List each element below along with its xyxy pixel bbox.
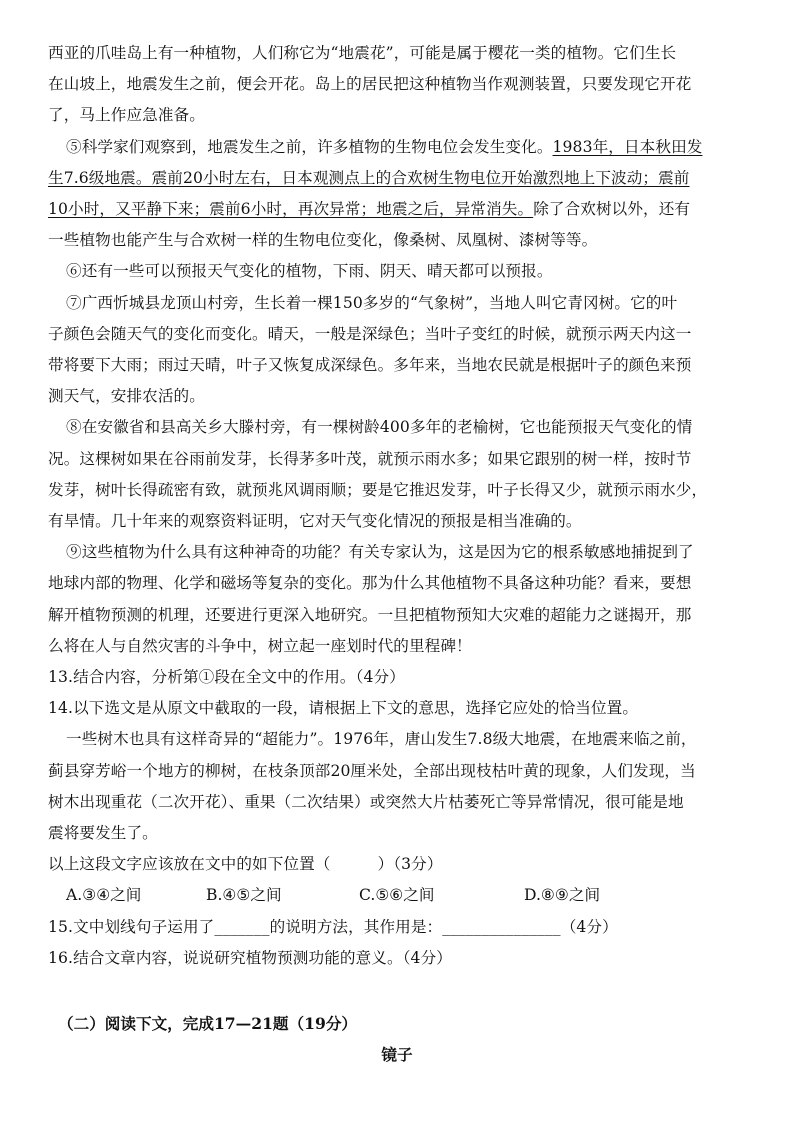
text-line: 发芽，树叶长得疏密有致，就预兆风调雨顺；要是它推迟发芽，叶子长得又少，就预示雨水少，: [48, 480, 708, 499]
text-line: 带将要下大雨；雨过天晴，叶子又恢复成深绿色。多年来，当地农民就是根据叶子的颜色来预: [48, 356, 692, 375]
underlined-sentence: 10小时，又平静下来；震前6小时，再次异常；地震之后，异常消失。: [48, 200, 534, 219]
underlined-sentence: 1983年，日本秋田发: [552, 137, 703, 156]
option-a[interactable]: A.③④之间: [66, 886, 142, 905]
question-16: 16.结合文章内容，说说研究植物预测功能的意义。（4分）: [48, 948, 452, 967]
text-line: 西亚的爪哇岛上有一种植物，人们称它为“地震花”，可能是属于樱花一类的植物。它们生长: [48, 44, 677, 62]
option-b[interactable]: B.④⑤之间: [206, 886, 282, 905]
excerpt-line: 蓟县穿芳峪一个地方的柳树，在枝条顶部20厘米处，全部出现枝枯叶黄的现象，人们发现，当: [48, 761, 696, 780]
section-heading: （二）阅读下文，完成17—21题（19分）: [58, 1014, 358, 1033]
text-line: ⑨这些植物为什么具有这种神奇的功能？有关专家认为，这是因为它的根系敏感地捕捉到了: [66, 543, 694, 562]
excerpt-line: 树木出现重花（二次开花）、重果（二次结果）或突然大片枯萎死亡等异常情况，很可能是地: [48, 792, 684, 811]
underlined-sentence: 生7.6级地震。震前20小时左右，日本观测点上的合欢树生物电位开始激烈地上下波动；震前: [48, 168, 690, 187]
text-line: 了，马上作应急准备。: [48, 106, 205, 125]
question-14-prompt: 以上这段文字应该放在文中的如下位置（ ）（3分）: [48, 855, 443, 874]
text-line: 有旱情。几十年来的观察资料证明，它对天气变化情况的预报是相当准确的。: [48, 512, 582, 531]
plain-text: ⑤科学家们观察到，地震发生之前，许多植物的生物电位会发生变化。: [66, 137, 553, 156]
paragraph-5-line-4: 一些植物也能产生与合欢树一样的生物电位变化，像桑树、凤凰树、漆树等等。: [48, 231, 598, 250]
paragraph-5-line-1: [48, 132, 758, 163]
document-body: [48, 38, 758, 974]
question-13: 13.结合内容，分析第①段在全文中的作用。（4分）: [48, 668, 405, 687]
excerpt-line: 一些树木也具有这样奇异的“超能力”。1976年，唐山发生7.8级大地震，在地震来临之前，: [66, 730, 697, 749]
text-line: 么将在人与自然灾害的斗争中，树立起一座划时代的里程碑！: [48, 636, 472, 655]
answer-options: [48, 880, 758, 911]
text-line: 地球内部的物理、化学和磁场等复杂的变化。那为什么其他植物不具备这种功能？看来，要想: [48, 574, 692, 593]
excerpt-line: 震将要发生了。: [48, 824, 158, 843]
text-line: 子颜色会随天气的变化而变化。晴天，一般是深绿色；当叶子变红的时候，就预示两天内这一: [48, 324, 692, 343]
text-line: 在山坡上，地震发生之前，便会开花。岛上的居民把这种植物当作观测装置，只要发现它开花: [48, 75, 692, 94]
text-line: ⑧在安徽省和县高关乡大滕村旁，有一棵树龄400多年的老榆树，它也能预报天气变化的情: [66, 418, 693, 437]
paragraph-5-line-2: [48, 163, 758, 194]
paragraph-5-line-3: [48, 194, 758, 225]
article-title: 镜子: [381, 1045, 413, 1064]
option-c[interactable]: C.⑤⑥之间: [359, 886, 435, 905]
text-line: ⑦广西忻城县龙顶山村旁，生长着一棵150多岁的“气象树”，当地人叫它青冈树。它的叶: [66, 293, 678, 312]
option-d[interactable]: D.⑧⑨之间: [524, 886, 601, 905]
text-line: ⑥还有一些可以预报天气变化的植物，下雨、阴天、晴天都可以预报。: [66, 262, 553, 281]
question-15: 15.文中划线句子运用了_______的说明方法，其作用是：_______________（4分）: [48, 917, 618, 936]
question-14: 14.以下选文是从原文中截取的一段，请根据上下文的意思，选择它应处的恰当位置。: [48, 699, 639, 718]
plain-text: 除了合欢树以外，还有: [533, 200, 691, 219]
text-line: 况。这棵树如果在谷雨前发芽，长得茅多叶茂，就预示雨水多；如果它跟别的树一样，按时节: [48, 449, 692, 468]
text-line: 解开植物预测的机理，还要进行更深入地研究。一旦把植物预知大灾难的超能力之谜揭开，那: [48, 605, 692, 624]
text-line: 测天气，安排农活的。: [48, 387, 205, 406]
